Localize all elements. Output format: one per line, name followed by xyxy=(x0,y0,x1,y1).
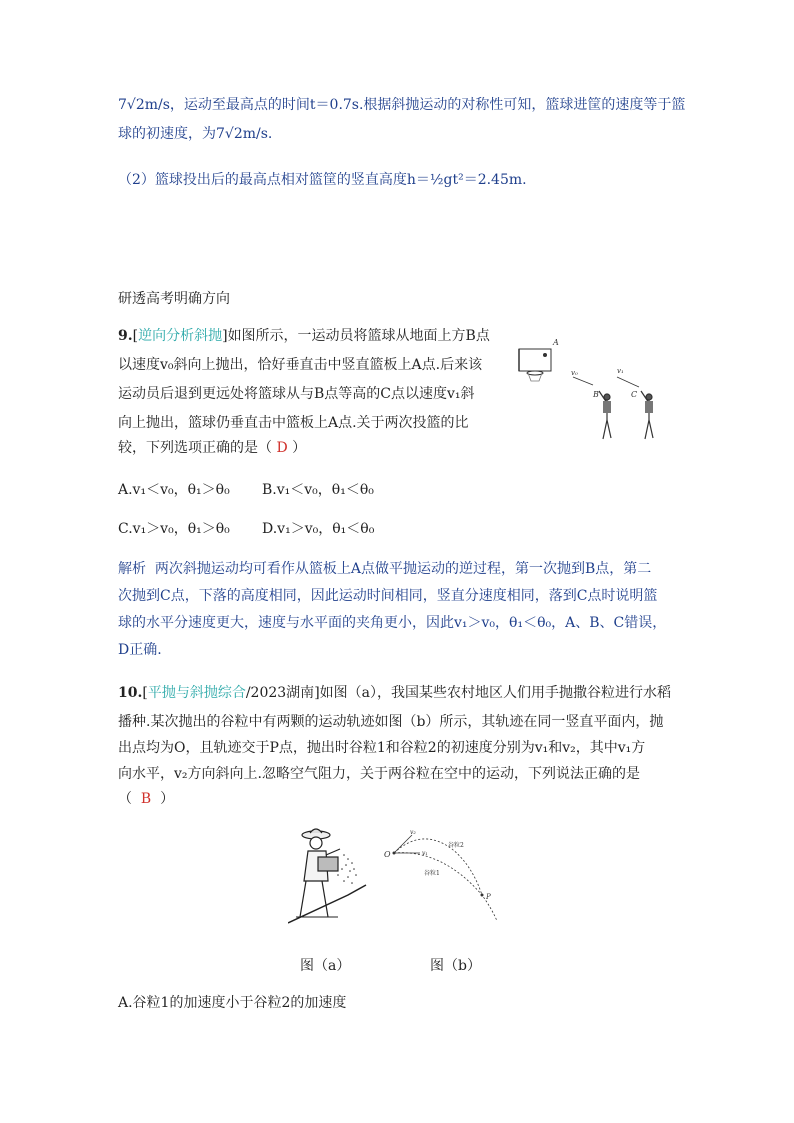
player-c xyxy=(641,391,653,439)
v2-vector xyxy=(394,835,412,853)
label-o: O xyxy=(384,850,391,859)
label-v2: v₂ xyxy=(410,829,416,836)
q9-analysis-line-4: D正确. xyxy=(118,642,162,658)
solution-line-3: （2）篮球投出后的最高点相对篮筐的竖直高度h＝½gt²＝2.45m. xyxy=(118,172,527,188)
solution-line-2: 球的初速度，为7√2m/s. xyxy=(118,126,273,142)
analysis-label: 解析 xyxy=(118,561,146,577)
backboard xyxy=(519,349,551,371)
q10-line-5-suffix: ） xyxy=(160,791,175,807)
grain1-path xyxy=(394,853,497,921)
q9-analysis-line-2: 次抛到C点，下落的高度相同，因此运动时间相同，竖直分速度相同，落到C点时说明篮 xyxy=(118,588,658,604)
figure-a-caption: 图（a） xyxy=(300,958,351,974)
label-grain1: 谷粒1 xyxy=(424,870,440,877)
q9-option-b[interactable]: B.v₁＜v₀，θ₁＜θ₀ xyxy=(262,482,374,498)
q10-figure-a-farmer xyxy=(288,825,368,925)
q10-tag[interactable]: 平抛与斜抛综合 xyxy=(147,685,246,701)
q9-analysis-line-3: 球的水平分速度更大，速度与水平面的夹角更小，因此v₁＞v₀，θ₁＜θ₀，A、B、C错误， xyxy=(118,615,667,631)
player-b xyxy=(599,391,611,439)
solution-line-1: 7√2m/s，运动至最高点的时间t＝0.7s.根据斜抛运动的对称性可知，篮球进筐的速度等于篮 xyxy=(118,97,686,113)
basket xyxy=(318,857,338,871)
label-v1: v₁ xyxy=(617,367,624,375)
net xyxy=(528,373,542,381)
q9-line-5-prefix: 较，下列选项正确的是（ xyxy=(118,440,272,456)
label-v1: v₁ xyxy=(422,850,428,857)
grain2-path xyxy=(394,839,482,895)
label-c: C xyxy=(631,390,638,399)
q10-figure-b-trajectories xyxy=(382,825,507,925)
q10-line-3: 出点均为O，且轨迹交于P点，抛出时谷粒1和谷粒2的初速度分别为v₁和v₂，其中v₁方 xyxy=(118,740,646,756)
q10-answer: B xyxy=(140,791,152,807)
q9-option-a[interactable]: A.v₁＜v₀，θ₁＞θ₀ xyxy=(118,482,230,498)
q9-line-3: 运动员后退到更远处将篮球从与B点等高的C点以速度v₁斜 xyxy=(118,386,475,402)
q9-tag[interactable]: 逆向分析斜抛 xyxy=(138,328,223,344)
q9-text-1: 如图所示，一运动员将篮球从地面上方B点 xyxy=(227,328,490,344)
q9-line-4: 向上抛出，篮球仍垂直击中篮板上A点.关于两次投篮的比 xyxy=(118,415,469,431)
label-b: B xyxy=(593,390,599,399)
q9-line-1: 9.[逆向分析斜抛]如图所示，一运动员将篮球从地面上方B点 xyxy=(118,328,490,344)
q9-option-c[interactable]: C.v₁＞v₀，θ₁＞θ₀ xyxy=(118,521,230,537)
q10-number: 10. xyxy=(118,685,143,701)
hoop xyxy=(527,371,543,375)
q9-line-5 xyxy=(118,438,306,458)
q10-option-a[interactable]: A.谷粒1的加速度小于谷粒2的加速度 xyxy=(118,995,347,1011)
q10-line-5-prefix: （ xyxy=(118,791,132,807)
q9-answer: D xyxy=(276,440,288,456)
q10-line-2: 播种.某次抛出的谷粒中有两颗的运动轨迹如图（b）所示，其轨迹在同一竖直平面内，抛 xyxy=(118,714,664,730)
label-grain2: 谷粒2 xyxy=(448,842,464,849)
q9-analysis-text-1: 两次斜抛运动均可看作从篮板上A点做平抛运动的逆过程，第一次抛到B点，第二 xyxy=(154,561,652,577)
label-v0: v₀ xyxy=(571,369,578,377)
q9-line-5-suffix: ） xyxy=(292,440,307,456)
q9-analysis-line-1 xyxy=(118,559,651,579)
section-heading: 研透高考明确方向 xyxy=(118,291,230,307)
label-p: P xyxy=(486,893,491,901)
q10-source: /2023湖南 xyxy=(245,685,315,701)
q10-line-5 xyxy=(118,789,174,809)
point-a-dot xyxy=(543,353,547,357)
figure-b-caption: 图（b） xyxy=(430,958,481,974)
q10-text-1: 如图（a），我国某些农村地区人们用手抛撒谷粒进行水稻 xyxy=(319,685,672,701)
q9-basketball-figure xyxy=(513,335,663,445)
q9-option-d[interactable]: D.v₁＞v₀，θ₁＜θ₀ xyxy=(262,521,375,537)
label-a: A xyxy=(553,338,559,347)
q9-line-2: 以速度v₀斜向上抛出，恰好垂直击中竖直篮板上A点.后来该 xyxy=(118,357,483,373)
q10-line-1: 10.[平抛与斜抛综合/2023湖南]如图（a），我国某些农村地区人们用手抛撒谷粒进行水稻 xyxy=(118,685,672,701)
q9-number: 9. xyxy=(118,328,133,344)
q10-line-4: 向水平，v₂方向斜向上.忽略空气阻力，关于两谷粒在空中的运动，下列说法正确的是 xyxy=(118,766,640,782)
